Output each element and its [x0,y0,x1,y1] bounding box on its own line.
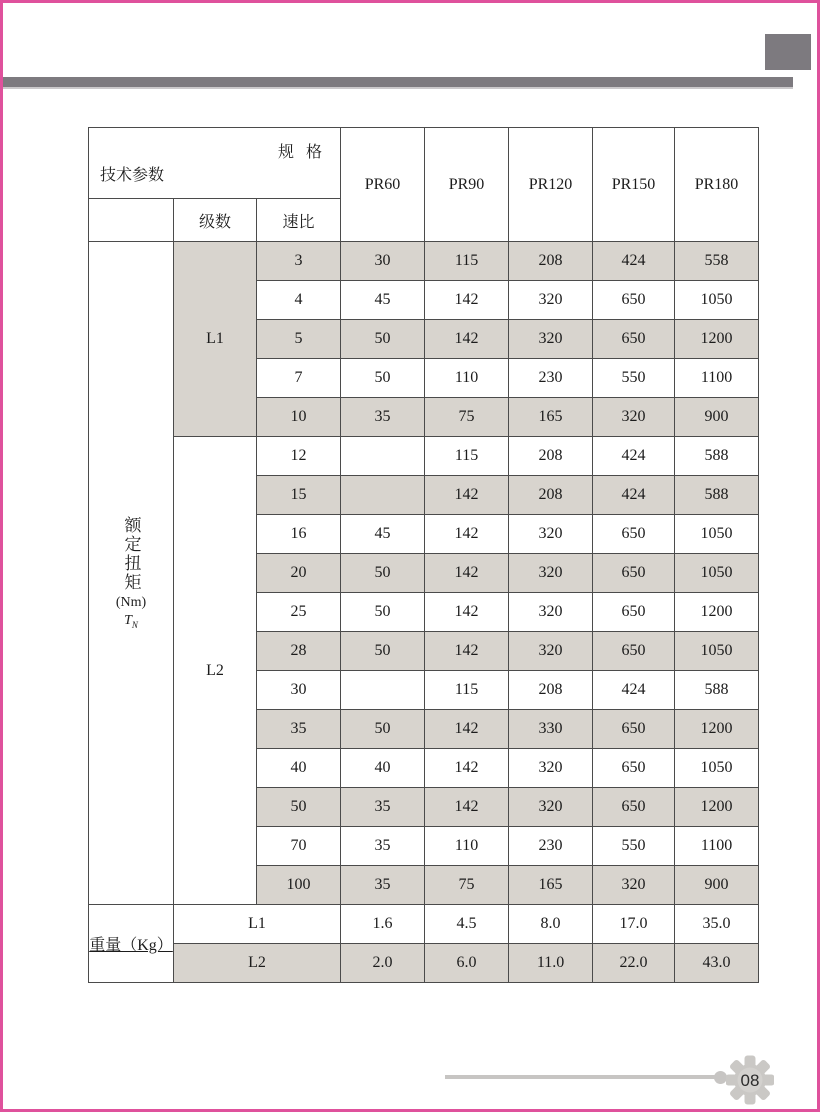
torque-value-cell: 165 [509,398,593,437]
ratio-cell: 3 [257,242,341,281]
torque-value-cell: 650 [593,515,675,554]
torque-value-cell: 588 [675,671,759,710]
torque-value-cell: 142 [425,476,509,515]
torque-value-cell: 320 [509,515,593,554]
weight-stage-cell: L2 [174,944,341,983]
torque-label-group [89,516,173,630]
torque-value-cell: 320 [593,398,675,437]
torque-value-cell: 650 [593,593,675,632]
footer-rule [445,1075,715,1079]
torque-value-cell: 900 [675,398,759,437]
weight-stage-cell: L1 [174,905,341,944]
torque-unit-label: (Nm) [115,595,147,611]
ratio-cell: 16 [257,515,341,554]
weight-value-cell: 8.0 [509,905,593,944]
torque-value-cell [341,476,425,515]
torque-value-cell: 900 [675,866,759,905]
torque-value-cell: 35 [341,827,425,866]
ratio-cell: 15 [257,476,341,515]
torque-value-cell: 40 [341,749,425,788]
empty-header-cell [89,199,174,242]
ratio-cell: 5 [257,320,341,359]
torque-value-cell: 1100 [675,827,759,866]
model-header-pr60: PR60 [341,128,425,242]
torque-value-cell: 30 [341,242,425,281]
spec-table [88,127,759,983]
torque-value-cell: 75 [425,398,509,437]
page-number: 08 [740,1071,760,1090]
torque-value-cell: 50 [341,359,425,398]
top-decor-bar [3,77,793,89]
weight-row [89,905,759,944]
torque-value-cell: 208 [509,671,593,710]
torque-value-cell: 165 [509,866,593,905]
torque-value-cell: 650 [593,788,675,827]
torque-section-label [89,242,174,905]
torque-value-cell: 50 [341,593,425,632]
torque-value-cell: 142 [425,710,509,749]
torque-value-cell: 588 [675,476,759,515]
ratio-cell: 12 [257,437,341,476]
torque-value-cell: 320 [509,788,593,827]
torque-value-cell: 1050 [675,632,759,671]
torque-value-cell: 650 [593,554,675,593]
torque-value-cell: 550 [593,359,675,398]
torque-value-cell: 650 [593,632,675,671]
torque-value-cell: 320 [593,866,675,905]
torque-value-cell [341,671,425,710]
torque-value-cell: 1050 [675,554,759,593]
torque-value-cell: 424 [593,242,675,281]
torque-value-cell: 45 [341,281,425,320]
torque-value-cell: 320 [509,554,593,593]
ratio-cell: 35 [257,710,341,749]
torque-value-cell: 650 [593,281,675,320]
torque-row [89,437,759,476]
torque-value-cell [341,437,425,476]
torque-value-cell: 424 [593,671,675,710]
torque-value-cell: 320 [509,632,593,671]
weight-value-cell: 1.6 [341,905,425,944]
torque-value-cell: 320 [509,320,593,359]
model-header-pr120: PR120 [509,128,593,242]
torque-label-vertical: 额定扭矩 [121,516,141,593]
weight-value-cell: 11.0 [509,944,593,983]
torque-value-cell: 650 [593,320,675,359]
gear-page-number-icon [726,1055,774,1105]
torque-value-cell: 208 [509,476,593,515]
torque-value-cell: 1050 [675,749,759,788]
torque-value-cell: 142 [425,320,509,359]
torque-value-cell: 424 [593,437,675,476]
ratio-column-header: 速比 [257,199,341,242]
weight-value-cell: 22.0 [593,944,675,983]
torque-value-cell: 230 [509,827,593,866]
torque-value-cell: 1200 [675,710,759,749]
torque-value-cell: 35 [341,866,425,905]
ratio-cell: 28 [257,632,341,671]
stage-column-header: 级数 [174,199,257,242]
torque-value-cell: 115 [425,437,509,476]
torque-value-cell: 45 [341,515,425,554]
torque-value-cell: 558 [675,242,759,281]
torque-symbol-main: T [124,613,132,629]
ratio-cell: 20 [257,554,341,593]
torque-value-cell: 142 [425,788,509,827]
stage-cell: L1 [174,242,257,437]
torque-value-cell: 50 [341,320,425,359]
weight-value-cell: 2.0 [341,944,425,983]
ratio-cell: 10 [257,398,341,437]
torque-value-cell: 142 [425,515,509,554]
weight-value-cell: 43.0 [675,944,759,983]
torque-row [89,242,759,281]
weight-section-label [89,905,174,983]
model-header-pr180: PR180 [675,128,759,242]
weight-value-cell: 4.5 [425,905,509,944]
torque-value-cell: 142 [425,593,509,632]
torque-value-cell: 320 [509,281,593,320]
torque-value-cell: 115 [425,671,509,710]
ratio-cell: 7 [257,359,341,398]
torque-value-cell: 320 [509,593,593,632]
model-header-pr90: PR90 [425,128,509,242]
table-body [89,242,759,983]
stage-cell: L2 [174,437,257,905]
torque-value-cell: 50 [341,710,425,749]
torque-value-cell: 1100 [675,359,759,398]
model-header-pr150: PR150 [593,128,675,242]
torque-symbol-sub: N [131,619,138,630]
weight-row [89,944,759,983]
weight-value-cell: 35.0 [675,905,759,944]
torque-value-cell: 142 [425,554,509,593]
weight-value-cell: 6.0 [425,944,509,983]
torque-value-cell: 35 [341,398,425,437]
torque-value-cell: 230 [509,359,593,398]
ratio-cell: 25 [257,593,341,632]
torque-value-cell: 115 [425,242,509,281]
tech-params-label: 技术参数 [100,167,165,184]
torque-value-cell: 650 [593,749,675,788]
torque-value-cell: 320 [509,749,593,788]
ratio-cell: 70 [257,827,341,866]
spec-header-label: 规 格 [278,144,327,161]
torque-value-cell: 1050 [675,515,759,554]
torque-value-cell: 1200 [675,320,759,359]
ratio-cell: 100 [257,866,341,905]
torque-value-cell: 110 [425,359,509,398]
torque-value-cell: 588 [675,437,759,476]
diagonal-header-cell [89,128,341,199]
torque-value-cell: 650 [593,710,675,749]
torque-value-cell: 35 [341,788,425,827]
torque-value-cell: 142 [425,632,509,671]
torque-value-cell: 208 [509,242,593,281]
torque-value-cell: 1200 [675,593,759,632]
top-right-decor-block [765,34,811,70]
ratio-cell: 40 [257,749,341,788]
weight-label-text: 重量（Kg） [89,937,173,954]
torque-value-cell: 424 [593,476,675,515]
torque-value-cell: 142 [425,281,509,320]
torque-value-cell: 208 [509,437,593,476]
table-header [89,128,759,242]
torque-value-cell: 1050 [675,281,759,320]
torque-symbol [124,613,138,630]
torque-value-cell: 142 [425,749,509,788]
torque-value-cell: 550 [593,827,675,866]
ratio-cell: 50 [257,788,341,827]
weight-value-cell: 17.0 [593,905,675,944]
header-row-1 [89,128,759,199]
torque-value-cell: 330 [509,710,593,749]
ratio-cell: 30 [257,671,341,710]
torque-value-cell: 75 [425,866,509,905]
torque-value-cell: 110 [425,827,509,866]
torque-value-cell: 50 [341,554,425,593]
torque-value-cell: 1200 [675,788,759,827]
torque-value-cell: 50 [341,632,425,671]
ratio-cell: 4 [257,281,341,320]
